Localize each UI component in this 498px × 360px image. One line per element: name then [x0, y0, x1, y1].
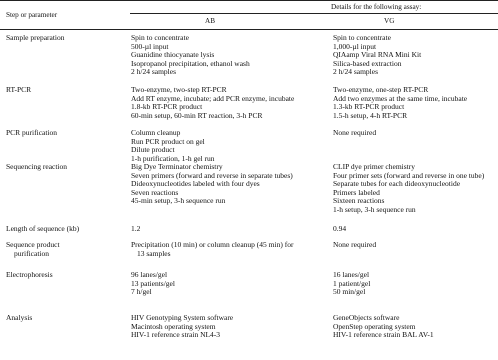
row-vg-detail: 1-h setup, 3-h sequence run — [333, 205, 416, 214]
header-bottom-rule — [0, 29, 498, 30]
row-ab-detail: Run PCR product on gel — [131, 136, 205, 146]
row-ab-detail: 45-min setup, 3-h sequence run — [131, 196, 226, 206]
top-rule — [0, 0, 498, 1]
row-ab-detail: Column cleanup — [131, 128, 181, 137]
row-ab-detail: Seven reactions — [131, 187, 179, 197]
row-parameter-label: RT-PCR — [6, 85, 32, 94]
row-ab-detail: 96 lanes/gel — [131, 270, 168, 279]
row-parameter-label: Analysis — [6, 313, 33, 322]
row-vg-detail: Primers labeled — [333, 187, 380, 197]
row-vg-detail: 50 min/gel — [333, 287, 366, 297]
row-ab-detail: 7 h/gel — [131, 287, 152, 297]
row-vg-detail: Add two enzymes at the same time, incubate — [333, 93, 468, 103]
row-ab-detail: Spin to concentrate — [131, 33, 189, 42]
row-parameter-label: Sequence product — [6, 240, 60, 249]
header-step-or-parameter: Step or parameter — [6, 11, 58, 19]
row-vg-detail: Silica-based extraction — [333, 58, 402, 68]
header-details: Details for the following assay: — [331, 3, 422, 11]
row-vg-detail: GeneObjects software — [333, 313, 400, 322]
row-vg-detail: 1,000-µl input — [333, 41, 377, 51]
row-ab-detail: 60-min setup, 60-min RT reaction, 3-h PCR — [131, 110, 263, 120]
row-ab-detail: Precipitation (10 min) or column cleanup (45 min) for — [131, 240, 294, 249]
row-parameter-label: Length of sequence (kb) — [6, 224, 80, 233]
row-vg-detail: 1 patient/gel — [333, 278, 371, 288]
row-vg-detail: CLIP dye primer chemistry — [333, 162, 415, 171]
row-ab-detail: Dilute product — [131, 145, 175, 155]
row-ab-detail: Isopropanol precipitation, ethanol wash — [131, 58, 250, 68]
row-vg-detail: Sixteen reactions — [333, 196, 385, 206]
row-ab-detail: Dideoxynucleotides labeled with four dyes — [131, 179, 260, 189]
row-parameter-label: Sequencing reaction — [6, 162, 68, 171]
row-vg-detail: Four primer sets (forward and reverse in one tube) — [333, 170, 485, 180]
row-parameter-label: Electrophoresis — [6, 270, 53, 279]
row-ab-detail: Seven primers (forward and reverse in separate tubes) — [131, 170, 293, 180]
row-ab-detail: 2 h/24 samples — [131, 67, 176, 77]
row-parameter-label: Sample preparation — [6, 33, 65, 42]
row-vg-detail: None required — [333, 240, 377, 249]
row-vg-detail: Separate tubes for each dideoxynucleotide — [333, 179, 461, 189]
row-parameter-label: purification — [14, 248, 49, 258]
row-vg-detail: None required — [333, 128, 377, 137]
header-span-rule — [130, 13, 498, 14]
row-ab-detail: 13 samples — [137, 248, 171, 258]
row-ab-detail: Big Dye Terminator chemistry — [131, 162, 223, 171]
header-assay-ab: AB — [205, 17, 215, 25]
row-vg-detail: 1.3-kb RT-PCR product — [333, 102, 405, 112]
row-vg-detail: 2 h/24 samples — [333, 67, 378, 77]
row-ab-detail: Two-enzyme, two-step RT-PCR — [131, 85, 227, 94]
row-vg-detail: QIAamp Viral RNA Mini Kit — [333, 50, 422, 60]
row-vg-detail: 0.94 — [333, 224, 347, 233]
row-ab-detail: 1.2 — [131, 224, 141, 233]
header-assay-vg: VG — [384, 17, 395, 25]
row-ab-detail: Macintosh operating system — [131, 321, 216, 331]
row-ab-detail: HIV-1 reference strain NL4-3 — [131, 330, 221, 340]
row-vg-detail: 1.5-h setup, 4-h RT-PCR — [333, 110, 408, 120]
row-ab-detail: Guanidine thiocyanate lysis — [131, 50, 215, 60]
row-parameter-label: PCR purification — [6, 128, 58, 137]
row-vg-detail: 16 lanes/gel — [333, 270, 370, 279]
row-ab-detail: Add RT enzyme, incubate; add PCR enzyme, incubate — [131, 93, 295, 103]
row-ab-detail: 1-h purification, 1-h gel run — [131, 153, 215, 163]
row-vg-detail: Two-enzyme, one-step RT-PCR — [333, 85, 429, 94]
row-vg-detail: Spin to concentrate — [333, 33, 391, 42]
row-ab-detail: 1.8-kb RT-PCR product — [131, 102, 203, 112]
row-vg-detail: OpenStep operating system — [333, 321, 416, 331]
row-ab-detail: HIV Genotyping System software — [131, 313, 234, 322]
row-ab-detail: 500-µl input — [131, 41, 169, 51]
row-ab-detail: 13 patients/gel — [131, 278, 175, 288]
row-vg-detail: HIV-1 reference strain BAL AV-1 — [333, 330, 434, 340]
